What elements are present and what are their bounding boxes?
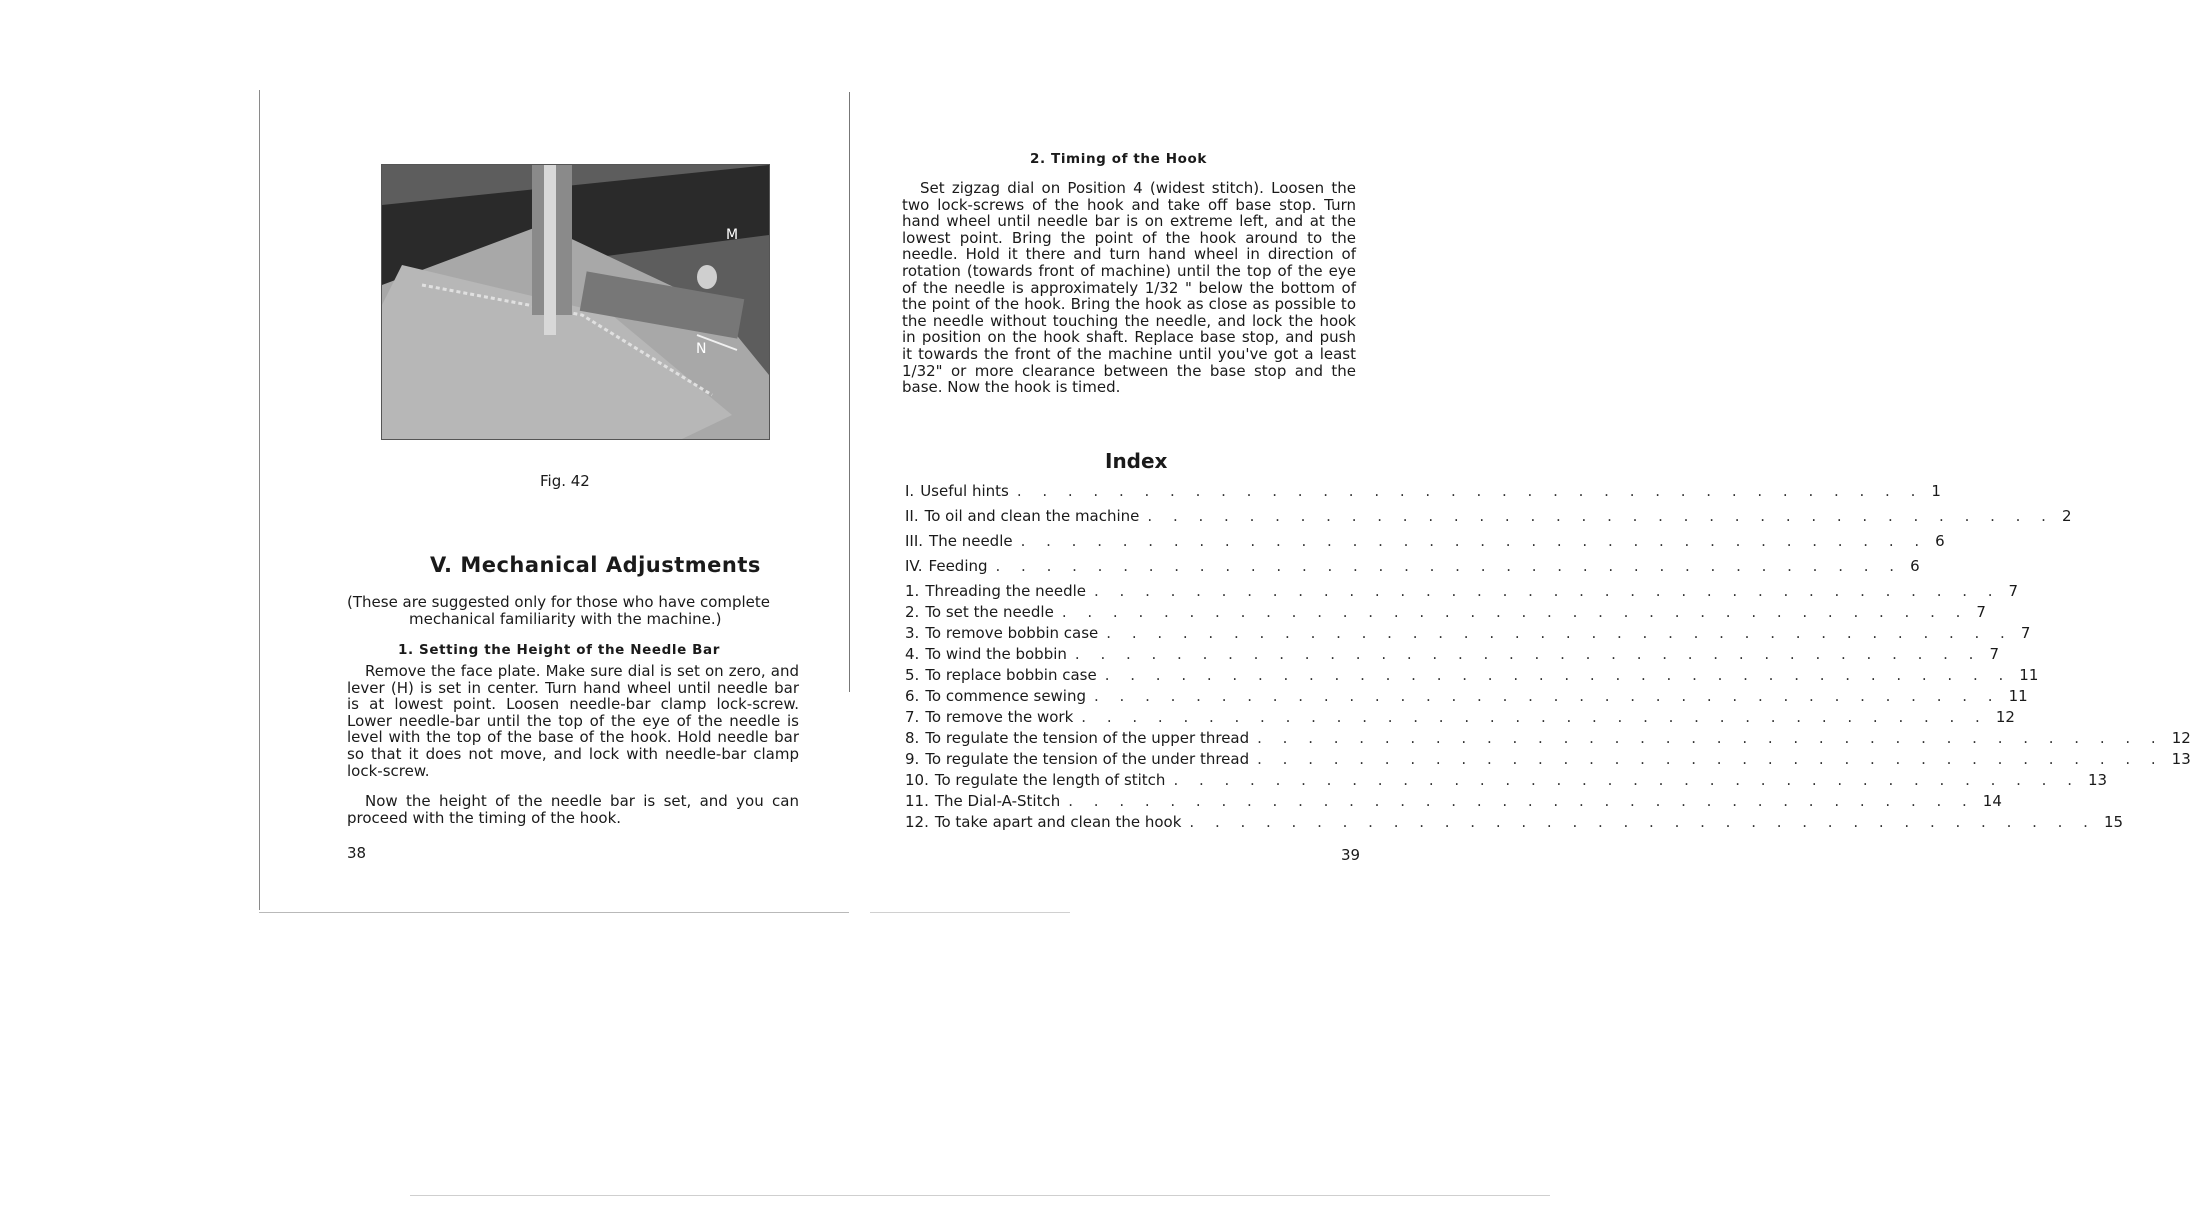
- page-number-left: 38: [347, 844, 367, 862]
- index-entry-page: 7: [2008, 582, 2019, 600]
- scan-edge-bottom-right: [870, 912, 1070, 913]
- index-entry-number: III.: [905, 532, 924, 550]
- index-entry-label: To remove the work: [925, 708, 1074, 726]
- index-entry-page: 11: [2019, 666, 2039, 684]
- index-entry-number: 5.: [905, 666, 920, 684]
- index-leader-dots: . . . . . . . . . . . . . . . . . . . . . . . . . . . . . . . . . . . .: [995, 557, 1903, 575]
- index-entry: [905, 666, 2039, 687]
- index-leader-dots: . . . . . . . . . . . . . . . . . . . . . . . . . . . . . . . . . . . .: [1061, 603, 1969, 621]
- index-entry: [905, 771, 2108, 792]
- index-entry-page: 6: [1910, 557, 1920, 575]
- index-entry: [905, 582, 2019, 603]
- section-title: V. Mechanical Adjustments: [430, 553, 761, 577]
- index-entry-number: 1.: [905, 582, 920, 600]
- scan-edge-bottom: [410, 1195, 1550, 1196]
- index-entry: [905, 624, 2031, 645]
- index-entry: [905, 708, 2015, 729]
- index-entry: [905, 507, 2072, 532]
- index-entry-number: IV.: [905, 557, 923, 575]
- index-entry: [905, 750, 2191, 771]
- figure-label-n: N: [696, 341, 707, 357]
- index-entry-page: 6: [1935, 532, 1945, 550]
- index-entry: [905, 645, 1999, 666]
- subsection-title-needle-bar: 1. Setting the Height of the Needle Bar: [398, 642, 721, 658]
- index-entry: [905, 792, 2002, 813]
- index-entry-label: The Dial-A-Stitch: [934, 792, 1061, 810]
- index-entry-number: 11.: [905, 792, 929, 810]
- index-title: Index: [1105, 449, 1168, 473]
- index-entry-number: I.: [905, 482, 915, 500]
- index-entry: [905, 813, 2124, 834]
- figure-caption: Fig. 42: [540, 472, 590, 490]
- scan-edge-bottom-left: [259, 912, 849, 913]
- index-entry-label: To regulate the tension of the under thread: [925, 750, 1250, 768]
- index-entry-label: Feeding: [928, 557, 988, 575]
- index-entry-page: 14: [1982, 792, 2002, 810]
- index-entry-page: 11: [2008, 687, 2028, 705]
- scan-edge-left: [259, 90, 260, 910]
- index-leader-dots: . . . . . . . . . . . . . . . . . . . . . . . . . . . . . . . . . . . .: [1257, 729, 2164, 747]
- sewing-machine-presser-foot-image: [382, 165, 769, 439]
- figure-label-m: M: [726, 227, 739, 243]
- paragraph-needle-bar: Remove the face plate. Make sure dial is set on zero, and lever (H) is set in center. Turn hand wheel until needle bar is at lowest point. Loosen needle-bar clamp lock-screw. Lower needle-bar until the top of the eye of the needle is level with the top of the base of the hook. Hold needle bar so that it does not move, and lock with needle-bar clamp lock-screw.: [347, 662, 799, 780]
- index-entry-number: 3.: [905, 624, 920, 642]
- index-entry-number: 7.: [905, 708, 920, 726]
- index-leader-dots: . . . . . . . . . . . . . . . . . . . . . . . . . . . . . . . . . . . .: [1068, 792, 1975, 810]
- index-leader-dots: . . . . . . . . . . . . . . . . . . . . . . . . . . . . . . . . . . . .: [1257, 750, 2164, 768]
- section-intro: [347, 594, 807, 628]
- index-leader-dots: . . . . . . . . . . . . . . . . . . . . . . . . . . . . . . . . . . . .: [1106, 624, 2013, 642]
- index-entry-page: 13: [2171, 750, 2191, 768]
- index-entry-number: II.: [905, 507, 919, 525]
- index-entry-label: To take apart and clean the hook: [934, 813, 1182, 831]
- index-entry: [905, 729, 2191, 750]
- index-entry-label: The needle: [929, 532, 1013, 550]
- index-entry-page: 2: [2061, 507, 2072, 525]
- subsection-title-hook-timing: 2. Timing of the Hook: [1030, 151, 1207, 167]
- figure-42-photo: [381, 164, 770, 440]
- index-entry-number: 2.: [905, 603, 920, 621]
- index-entry: [905, 557, 1920, 582]
- index-entry-page: 13: [2088, 771, 2108, 789]
- paragraph-hook-timing: Set zigzag dial on Position 4 (widest stitch). Loosen the two lock-screws of the hook and take off base stop. Turn hand wheel until needle bar is on extreme left, and at the lowest point. Bring the point of the hook around to the needle. Hold it there and turn hand wheel in direction of rotation (towards front of machine) until the top of the eye of the needle is approximately 1/32 " below the bottom of the point of the hook. Bring the hook as close as possible to the needle without touching the needle, and lock the hook in position on the hook shaft. Replace base stop, and push it towards the front of the machine until you've got a least 1/32" or more clearance between the base stop and the base. Now the hook is timed.: [902, 179, 1356, 397]
- index-leader-dots: . . . . . . . . . . . . . . . . . . . . . . . . . . . . . . . . . . . .: [1074, 645, 1982, 663]
- index-entry-number: 6.: [905, 687, 920, 705]
- index-entry: [905, 532, 1945, 557]
- index-leader-dots: . . . . . . . . . . . . . . . . . . . . . . . . . . . . . . . . . . . .: [1094, 582, 2001, 600]
- index-leader-dots: . . . . . . . . . . . . . . . . . . . . . . . . . . . . . . . . . . . .: [1094, 687, 2001, 705]
- index-leader-dots: . . . . . . . . . . . . . . . . . . . . . . . . . . . . . . . . . . . .: [1016, 482, 1924, 500]
- index-entry-number: 4.: [905, 645, 920, 663]
- index-entry-label: To regulate the length of stitch: [934, 771, 1166, 789]
- index-entry-label: Useful hints: [920, 482, 1009, 500]
- index-list: [905, 482, 2191, 834]
- index-entry-number: 8.: [905, 729, 920, 747]
- index-entry-number: 10.: [905, 771, 929, 789]
- index-entry-page: 12: [2171, 729, 2191, 747]
- index-entry-page: 15: [2103, 813, 2124, 831]
- index-entry-label: To replace bobbin case: [925, 666, 1097, 684]
- index-entry-page: 7: [1989, 645, 1999, 663]
- index-leader-dots: . . . . . . . . . . . . . . . . . . . . . . . . . . . . . . . . . . . .: [1147, 507, 2054, 525]
- index-leader-dots: . . . . . . . . . . . . . . . . . . . . . . . . . . . . . . . . . . . .: [1104, 666, 2012, 684]
- index-entry: [905, 603, 1986, 624]
- index-entry-number: 9.: [905, 750, 920, 768]
- index-entry-label: To set the needle: [925, 603, 1054, 621]
- index-entry: [905, 482, 1941, 507]
- index-leader-dots: . . . . . . . . . . . . . . . . . . . . . . . . . . . . . . . . . . . .: [1173, 771, 2080, 789]
- index-entry-page: 7: [2020, 624, 2031, 642]
- index-entry-label: To regulate the tension of the upper thread: [925, 729, 1250, 747]
- index-entry: [905, 687, 2028, 708]
- index-leader-dots: . . . . . . . . . . . . . . . . . . . . . . . . . . . . . . . . . . . .: [1020, 532, 1928, 550]
- page-number-right: 39: [1341, 846, 1361, 864]
- index-entry-page: 1: [1931, 482, 1941, 500]
- index-entry-page: 7: [1976, 603, 1986, 621]
- intro-line-2: mechanical familiarity with the machine.): [409, 610, 722, 628]
- index-entry-label: To oil and clean the machine: [924, 507, 1140, 525]
- index-entry-label: To wind the bobbin: [925, 645, 1067, 663]
- index-entry-label: To commence sewing: [925, 687, 1087, 705]
- intro-line-1: (These are suggested only for those who have complete: [347, 593, 771, 611]
- index-leader-dots: . . . . . . . . . . . . . . . . . . . . . . . . . . . . . . . . . . . .: [1189, 813, 2096, 831]
- index-entry-label: Threading the needle: [925, 582, 1086, 600]
- index-entry-page: 12: [1995, 708, 2015, 726]
- index-entry-number: 12.: [905, 813, 929, 831]
- page-gutter: [849, 92, 850, 692]
- index-entry-label: To remove bobbin case: [925, 624, 1099, 642]
- index-leader-dots: . . . . . . . . . . . . . . . . . . . . . . . . . . . . . . . . . . . .: [1081, 708, 1988, 726]
- paragraph-proceed: Now the height of the needle bar is set, and you can proceed with the timing of the hook.: [347, 792, 799, 827]
